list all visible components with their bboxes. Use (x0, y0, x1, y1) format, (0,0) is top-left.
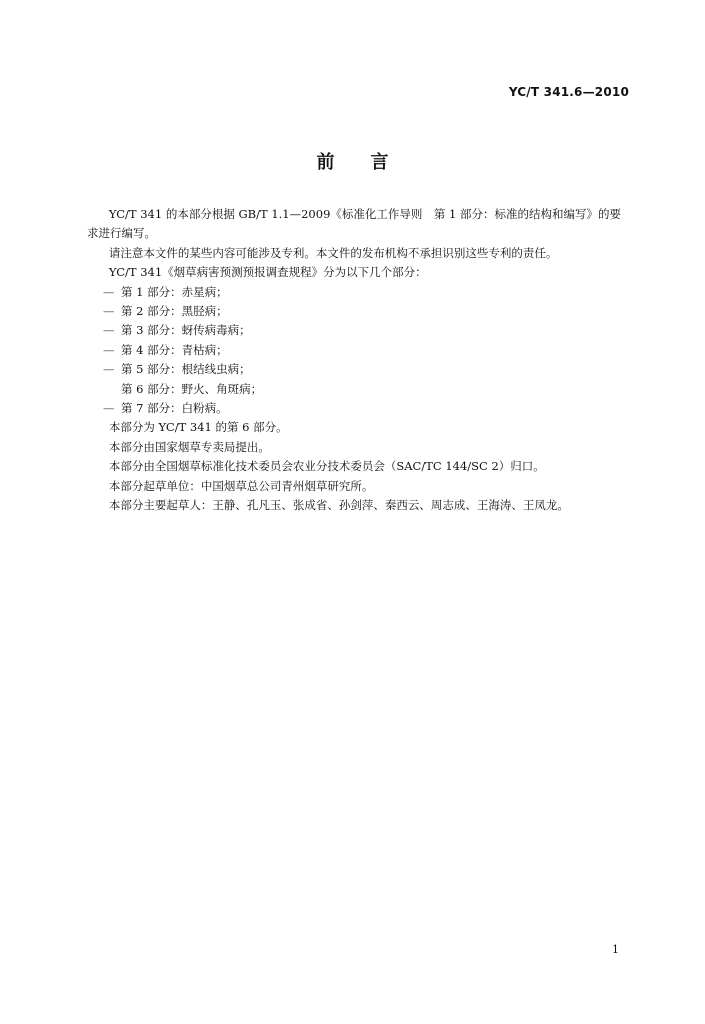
outro-paragraph-3: 本部分由全国烟草标准化技术委员会农业分技术委员会（SAC/TC 144/SC 2）归口。 (108, 459, 545, 474)
list-item: — 第 4 部分：青枯病； (103, 342, 228, 357)
list-item: — 第 2 部分：黑胫病； (103, 304, 228, 319)
list-item: — 第 1 部分：赤星病； (103, 284, 228, 299)
page-title (0, 148, 705, 174)
list-item: — 第 3 部分：蚜传病毒病； (103, 323, 251, 338)
intro-paragraph-2: 请注意本文件的某些内容可能涉及专利。本文件的发布机构不承担识别这些专利的责任。 (108, 245, 558, 260)
outro-paragraph-1: 本部分为 YC/T 341 的第 6 部分。 (108, 420, 288, 435)
outro-paragraph-2: 本部分由国家烟草专卖局提出。 (108, 439, 270, 454)
intro-paragraph-3: YC/T 341《烟草病害预测预报调查规程》分为以下几个部分： (108, 265, 427, 280)
list-item: — 第 5 部分：根结线虫病； (103, 362, 251, 377)
list-item: — 第 7 部分：白粉病。 (103, 401, 228, 416)
title-char-1: 前 (316, 152, 335, 173)
standard-code: YC/T 341.6—2010 (508, 85, 629, 99)
outro-paragraph-5: 本部分主要起草人：王静、孔凡玉、张成省、孙剑萍、秦西云、周志成、王海涛、王凤龙。 (108, 498, 569, 513)
list-item: 第 6 部分：野火、角斑病； (121, 381, 263, 396)
intro-paragraph-1: YC/T 341 的本部分根据 GB/T 1.1—2009《标准化工作导则 第 1 部分：标准的结构和编写》的要求进行编写。 (87, 207, 622, 241)
title-char-2: 言 (370, 152, 389, 173)
page-number: 1 (612, 943, 619, 956)
parts-list (87, 283, 632, 419)
document-body (87, 205, 632, 516)
outro-paragraph-4: 本部分起草单位：中国烟草总公司青州烟草研究所。 (108, 478, 374, 493)
